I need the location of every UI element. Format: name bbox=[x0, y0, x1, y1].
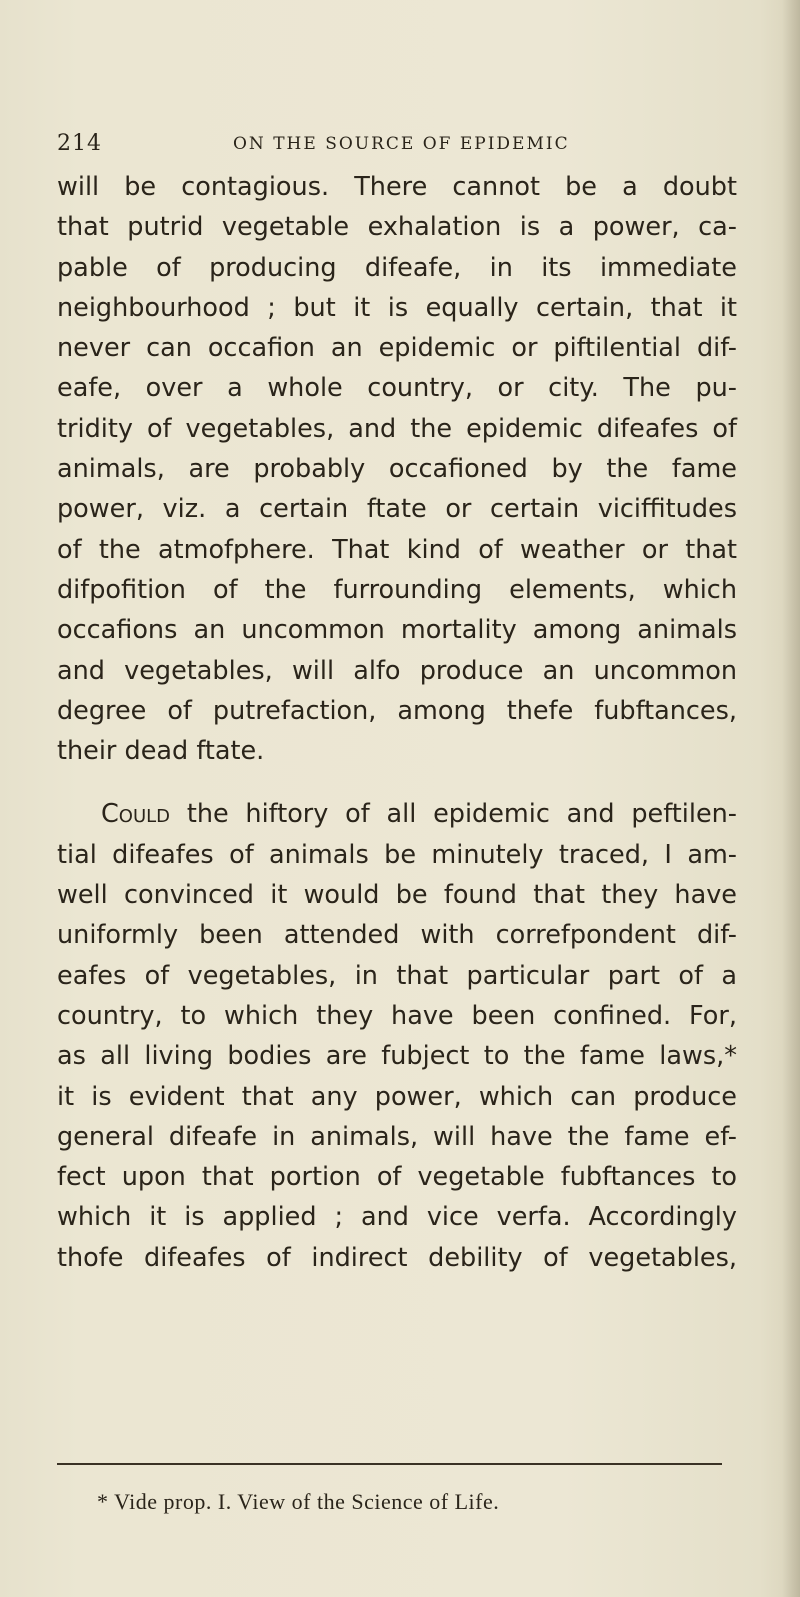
text-line: as all living bodies are fubject to the fame laws,* bbox=[57, 1041, 737, 1072]
paragraph-gap bbox=[57, 771, 737, 794]
text-line: well convinced it would be found that they have bbox=[57, 880, 737, 911]
text-line: of the atmofphere. That kind of weather or that bbox=[57, 534, 737, 565]
text-line: fect upon that portion of vegetable fubftances to bbox=[57, 1162, 737, 1193]
text-line: difpofition of the furrounding elements, which bbox=[57, 574, 737, 605]
binding-shadow bbox=[782, 0, 800, 1597]
text-line: and vegetables, will alfo produce an uncommon bbox=[57, 655, 737, 686]
text-line: general difeafe in animals, will have the fame ef- bbox=[57, 1121, 737, 1152]
text-line: tridity of vegetables, and the epidemic difeafes of bbox=[57, 413, 737, 444]
footnote: * Vide prop. I. View of the Science of Life. bbox=[97, 1489, 500, 1514]
text-line: degree of putrefaction, among thefe fubftances, bbox=[57, 695, 737, 726]
text-line: power, viz. a certain ftate or certain viciffitudes bbox=[57, 494, 737, 525]
text-line: eafes of vegetables, in that particular part of a bbox=[57, 960, 737, 991]
text-line-first bbox=[57, 794, 737, 834]
text-line: will be contagious. There cannot be a doubt bbox=[57, 172, 737, 202]
paragraph-2 bbox=[57, 794, 737, 1278]
footnote-rule bbox=[57, 1463, 722, 1465]
text-line: that putrid vegetable exhalation is a power, ca- bbox=[57, 212, 737, 243]
running-head bbox=[57, 131, 757, 161]
text-line: eafe, over a whole country, or city. The pu- bbox=[57, 373, 737, 404]
text-line: pable of producing difeafe, in its immediate bbox=[57, 252, 737, 283]
first-line-rest: the hiftory of all epidemic and peftilen- bbox=[170, 799, 737, 830]
text-line: never can occafion an epidemic or piftilential dif- bbox=[57, 333, 737, 364]
running-title: ON THE SOURCE OF EPIDEMIC bbox=[233, 134, 570, 154]
page-number: 214 bbox=[57, 131, 102, 156]
text-line: it is evident that any power, which can produce bbox=[57, 1081, 737, 1112]
text-line: uniformly been attended with correfpondent dif- bbox=[57, 920, 737, 951]
text-line: thofe difeafes of indirect debility of vegetables, bbox=[57, 1242, 737, 1273]
text-line: neighbourhood ; but it is equally certain, that it bbox=[57, 292, 737, 323]
text-line: occafions an uncommon mortality among animals bbox=[57, 615, 737, 646]
paragraph-1 bbox=[57, 167, 737, 771]
text-line: animals, are probably occafioned by the fame bbox=[57, 454, 737, 485]
body-text bbox=[57, 167, 737, 1278]
text-line: tial difeafes of animals be minutely traced, I am- bbox=[57, 839, 737, 870]
text-line: which it is applied ; and vice verfa. Accordingly bbox=[57, 1202, 737, 1233]
text-line: their dead ftate. bbox=[57, 736, 265, 767]
text-line: country, to which they have been confined. For, bbox=[57, 1000, 737, 1031]
drop-word: Could bbox=[101, 799, 171, 830]
